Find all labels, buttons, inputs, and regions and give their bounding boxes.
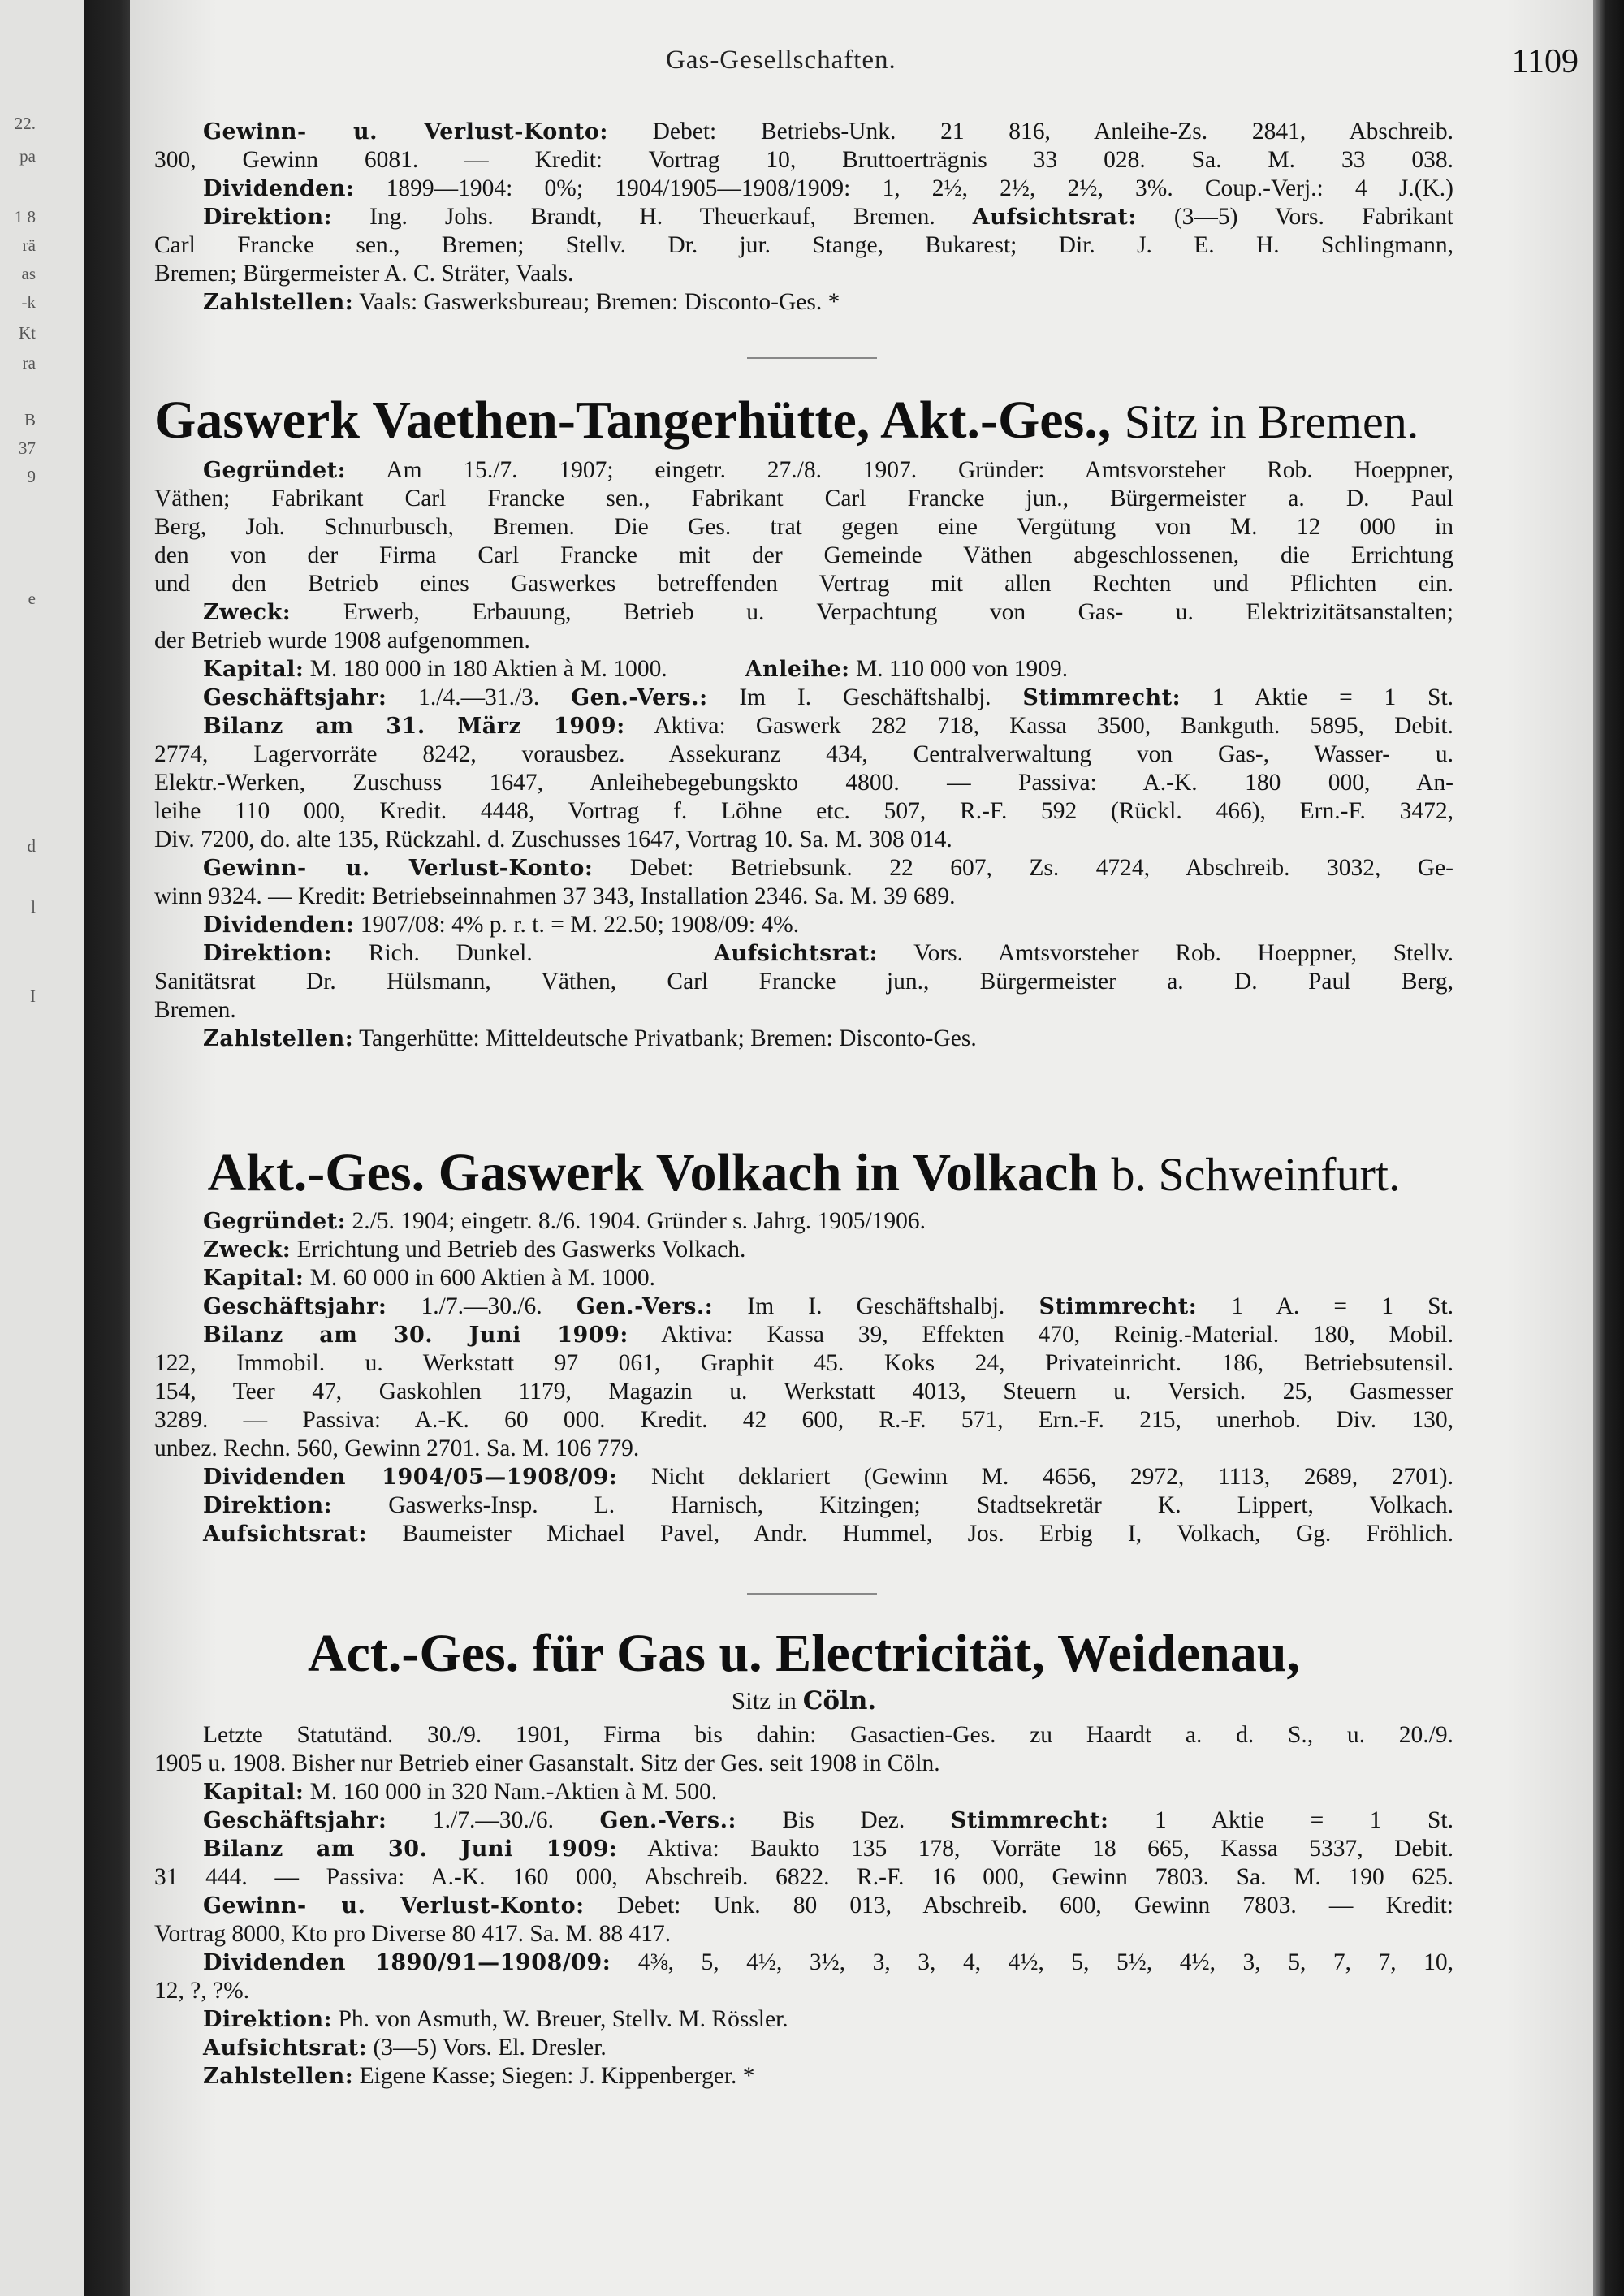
text-line: Dividenden 1904/05—1908/09: Nicht deklariert (Gewinn M. 4656, 2972, 1113, 2689, 2701).: [203, 1464, 1453, 1490]
margin-fragment: l: [31, 897, 36, 917]
text-line: Div. 7200, do. alte 135, Rückzahl. d. Zuschusses 1647, Vortrag 10. Sa. M. 308 014.: [154, 826, 952, 852]
text-line: Dividenden: 1907/08: 4% p. r. t. = M. 22.50; 1908/09: 4%.: [203, 912, 800, 938]
page-right-edge: [1593, 0, 1624, 2296]
field-label: Gewinn- u. Verlust-Konto:: [203, 856, 594, 881]
text-line: Zahlstellen: Tangerhütte: Mitteldeutsche Privatbank; Bremen: Disconto-Ges.: [203, 1025, 977, 1051]
text-line: 1905 u. 1908. Bisher nur Betrieb einer Gasanstalt. Sitz der Ges. seit 1908 in Cöln.: [154, 1750, 940, 1776]
text-line: Dividenden: 1899—1904: 0%; 1904/1905—1908/1909: 1, 2½, 2½, 2½, 3%. Coup.-Verj.: 4 J.(K.): [203, 175, 1453, 201]
field-label: Zahlstellen:: [203, 1026, 354, 1051]
company-heading: Gaswerk Vaethen-Tangerhütte, Akt.-Ges., Sitz in Bremen.: [154, 391, 1419, 450]
text-line: Kapital: M. 180 000 in 180 Aktien à M. 1000. Anleihe: M. 110 000 von 1909.: [203, 656, 1069, 682]
text-line: Gegründet: Am 15./7. 1907; eingetr. 27./8. 1907. Gründer: Amtsvorsteher Rob. Hoeppner,: [203, 457, 1453, 483]
text-line: Aufsichtsrat: (3—5) Vors. El. Dresler.: [203, 2035, 607, 2061]
text-line: Direktion: Gaswerks-Insp. L. Harnisch, Kitzingen; Stadtsekretär K. Lippert, Volkach.: [203, 1492, 1453, 1518]
text-line: Zweck: Erwerb, Erbauung, Betrieb u. Verpachtung von Gas- u. Elektrizitätsanstalten;: [203, 599, 1453, 625]
running-title: Gas-Gesellschaften.: [666, 45, 896, 75]
text-line: Sanitätsrat Dr. Hülsmann, Väthen, Carl Francke jun., Bürgermeister a. D. Paul Berg,: [154, 969, 1453, 995]
text-line: Kapital: M. 160 000 in 320 Nam.-Aktien à M. 500.: [203, 1779, 718, 1805]
field-label: Aufsichtsrat:: [713, 941, 878, 966]
text-line: und den Betrieb eines Gaswerkes betreffenden Vertrag mit allen Rechten und Pflichten ein.: [154, 571, 1453, 597]
text-line: Dividenden 1890/91—1908/09: 4⅜, 5, 4½, 3½, 3, 3, 4, 4½, 5, 5½, 4½, 3, 5, 7, 7, 10,: [203, 1949, 1453, 1975]
field-label: Gen.-Vers.:: [571, 685, 708, 710]
margin-fragment: I: [30, 986, 36, 1006]
book-page: [130, 0, 1593, 2296]
field-label: Gen.-Vers.:: [599, 1808, 736, 1833]
field-label: Stimmrecht:: [950, 1808, 1109, 1833]
text-line: Bilanz am 30. Juni 1909: Aktiva: Baukto 135 178, Vorräte 18 665, Kassa 5337, Debit.: [203, 1836, 1453, 1862]
field-label: Geschäftsjahr:: [203, 1808, 387, 1833]
entry-continued: [154, 118, 1453, 317]
running-head: [130, 45, 1593, 86]
field-label: Direktion:: [203, 205, 333, 230]
text-line: Letzte Statutänd. 30./9. 1901, Firma bis dahin: Gasactien-Ges. zu Haardt a. d. S., u. 20./9.: [203, 1722, 1453, 1748]
field-label: Zahlstellen:: [203, 290, 354, 315]
margin-fragment: B: [24, 410, 36, 429]
text-line: Bremen; Bürgermeister A. C. Sträter, Vaals.: [154, 261, 574, 287]
field-label: Kapital:: [203, 1780, 304, 1805]
margin-fragment: 9: [27, 467, 36, 486]
margin-fragment: pa: [19, 146, 36, 166]
field-label: Zahlstellen:: [203, 2064, 354, 2089]
field-label: Direktion:: [203, 2007, 333, 2032]
text-line: der Betrieb wurde 1908 aufgenommen.: [154, 628, 530, 654]
text-line: Bilanz am 30. Juni 1909: Aktiva: Kassa 39, Effekten 470, Reinig.-Material. 180, Mobil.: [203, 1322, 1453, 1348]
entry-weidenau: [154, 1621, 1453, 1716]
field-label: Gewinn- u. Verlust-Konto:: [203, 1893, 585, 1918]
margin-fragment: e: [28, 589, 36, 608]
text-line: 122, Immobil. u. Werkstatt 97 061, Graphit 45. Koks 24, Privateinricht. 186, Betriebsutensil.: [154, 1350, 1453, 1376]
text-line: Direktion: Rich. Dunkel. Aufsichtsrat: Vors. Amtsvorsteher Rob. Hoeppner, Stellv.: [203, 940, 1453, 966]
text-line: Geschäftsjahr: 1./7.—30./6. Gen.-Vers.: Bis Dez. Stimmrecht: 1 Aktie = 1 St.: [203, 1807, 1453, 1833]
text-line: Gewinn- u. Verlust-Konto: Debet: Betriebsunk. 22 607, Zs. 4724, Abschreib. 3032, Ge-: [203, 855, 1453, 881]
margin-fragment: 22.: [14, 114, 36, 133]
text-line: Zweck: Errichtung und Betrieb des Gaswerks Volkach.: [203, 1236, 746, 1262]
field-label: Zweck:: [203, 600, 292, 625]
field-label: Zweck:: [203, 1237, 292, 1262]
text-line: Zahlstellen: Vaals: Gaswerksbureau; Bremen: Disconto-Ges. *: [203, 289, 840, 315]
field-label: Gegründet:: [203, 458, 347, 483]
field-label: Direktion:: [203, 941, 333, 966]
field-label: Kapital:: [203, 657, 304, 682]
divider: [747, 1593, 877, 1595]
text-line: Gegründet: 2./5. 1904; eingetr. 8./6. 1904. Gründer s. Jahrg. 1905/1906.: [203, 1208, 926, 1234]
field-label: Direktion:: [203, 1493, 333, 1518]
margin-fragment: 1 8: [14, 207, 36, 227]
entry-gaswerk-volkach-body: [154, 1207, 1453, 1548]
margin-fragment: ra: [22, 353, 36, 373]
margin-fragment: rä: [22, 235, 36, 255]
text-line: 3289. — Passiva: A.-K. 60 000. Kredit. 42 600, R.-F. 571, Ern.-F. 215, unerhob. Div. 130,: [154, 1407, 1453, 1433]
text-line: Väthen; Fabrikant Carl Francke sen., Fabrikant Carl Francke jun., Bürgermeister a. D. Paul: [154, 486, 1453, 511]
text-line: Bremen.: [154, 997, 236, 1023]
page-number: 1109: [1511, 43, 1579, 80]
text-line: Direktion: Ph. von Asmuth, W. Breuer, Stellv. M. Rössler.: [203, 2006, 788, 2032]
text-line: 2774, Lagervorräte 8242, vorausbez. Assekuranz 434, Centralverwaltung von Gas-, Wasser- u.: [154, 741, 1453, 767]
field-label: Gen.-Vers.:: [576, 1294, 714, 1319]
text-line: 154, Teer 47, Gaskohlen 1179, Magazin u. Werkstatt 4013, Steuern u. Versich. 25, Gasmesser: [154, 1379, 1453, 1405]
text-line: Kapital: M. 60 000 in 600 Aktien à M. 1000.: [203, 1265, 655, 1291]
margin-fragment: Kt: [19, 323, 36, 343]
text-line: Gewinn- u. Verlust-Konto: Debet: Unk. 80 013, Abschreib. 600, Gewinn 7803. — Kredit:: [203, 1892, 1453, 1918]
field-label: Kapital:: [203, 1266, 304, 1291]
field-label: Bilanz am 30. Juni 1909:: [203, 1323, 628, 1348]
field-label: Dividenden 1890/91—1908/09:: [203, 1950, 611, 1975]
entry-gaswerk-volkach: [154, 1141, 1453, 1207]
company-seat: Sitz in Cöln.: [731, 1686, 877, 1716]
field-label: Stimmrecht:: [1039, 1294, 1198, 1319]
field-label: Dividenden:: [203, 913, 355, 938]
text-line: Vortrag 8000, Kto pro Diverse 80 417. Sa. M. 88 417.: [154, 1921, 672, 1947]
field-label: Aufsichtsrat:: [203, 2035, 368, 2061]
divider: [747, 357, 877, 359]
text-line: 12, ?, ?%.: [154, 1978, 250, 2004]
field-label: Anleihe:: [745, 657, 850, 682]
field-label: Bilanz am 31. März 1909:: [203, 714, 625, 739]
text-line: Aufsichtsrat: Baumeister Michael Pavel, Andr. Hummel, Jos. Erbig I, Volkach, Gg. Fröhlich.: [203, 1521, 1453, 1547]
text-line: Geschäftsjahr: 1./7.—30./6. Gen.-Vers.: Im I. Geschäftshalbj. Stimmrecht: 1 A. = 1 St.: [203, 1293, 1453, 1319]
entry-gaswerk-vaethen-body: [154, 456, 1453, 1053]
field-label: Dividenden:: [203, 176, 355, 201]
field-label: Gewinn- u. Verlust-Konto:: [203, 119, 608, 145]
text-line: unbez. Rechn. 560, Gewinn 2701. Sa. M. 106 779.: [154, 1435, 640, 1461]
text-line: Carl Francke sen., Bremen; Stellv. Dr. jur. Stange, Bukarest; Dir. J. E. H. Schlingmann,: [154, 232, 1453, 258]
text-line: Geschäftsjahr: 1./4.—31./3. Gen.-Vers.: Im I. Geschäftshalbj. Stimmrecht: 1 Aktie = 1 St.: [203, 684, 1453, 710]
field-label: Dividenden 1904/05—1908/09:: [203, 1465, 618, 1490]
margin-fragment: d: [27, 836, 36, 856]
field-label: Aufsichtsrat:: [203, 1521, 368, 1547]
text-line: 31 444. — Passiva: A.-K. 160 000, Abschreib. 6822. R.-F. 16 000, Gewinn 7803. Sa. M. 190 625.: [154, 1864, 1453, 1890]
company-heading: Act.-Ges. für Gas u. Electricität, Weidenau,: [307, 1624, 1301, 1683]
text-line: winn 9324. — Kredit: Betriebseinnahmen 37 343, Installation 2346. Sa. M. 39 689.: [154, 883, 956, 909]
text-line: Elektr.-Werken, Zuschuss 1647, Anleihebegebungskto 4800. — Passiva: A.-K. 180 000, An-: [154, 770, 1453, 796]
text-line: Zahlstellen: Eigene Kasse; Siegen: J. Kippenberger. *: [203, 2063, 755, 2089]
field-label: Geschäftsjahr:: [203, 1294, 387, 1319]
previous-page-edge: [0, 0, 84, 2296]
field-label: Gegründet:: [203, 1209, 347, 1234]
margin-fragment: -k: [21, 292, 36, 312]
text-line: Direktion: Ing. Johs. Brandt, H. Theuerkauf, Bremen. Aufsichtsrat: (3—5) Vors. Fabrikant: [203, 204, 1453, 230]
margin-fragment: 37: [19, 438, 36, 458]
field-label: Stimmrecht:: [1022, 685, 1181, 710]
text-line: Gewinn- u. Verlust-Konto: Debet: Betriebs-Unk. 21 816, Anleihe-Zs. 2841, Abschreib.: [203, 119, 1453, 145]
entry-gaswerk-vaethen: [154, 388, 1453, 455]
company-heading: Akt.-Ges. Gaswerk Volkach in Volkach b. Schweinfurt.: [207, 1143, 1401, 1202]
text-line: leihe 110 000, Kredit. 4448, Vortrag f. Löhne etc. 507, R.-F. 592 (Rückl. 466), Ern.-F. 3472,: [154, 798, 1453, 824]
field-label: Bilanz am 30. Juni 1909:: [203, 1836, 618, 1862]
entry-weidenau-body: [154, 1721, 1453, 2091]
text-line: Berg, Joh. Schnurbusch, Bremen. Die Ges. trat gegen eine Vergütung von M. 12 000 in: [154, 514, 1453, 540]
text-line: Bilanz am 31. März 1909: Aktiva: Gaswerk 282 718, Kassa 3500, Bankguth. 5895, Debit.: [203, 713, 1453, 739]
margin-fragment: as: [21, 264, 36, 283]
field-label: Geschäftsjahr:: [203, 685, 387, 710]
book-gutter: [84, 0, 135, 2296]
text-line: den von der Firma Carl Francke mit der Gemeinde Väthen abgeschlossenen, die Errichtung: [154, 542, 1453, 568]
text-line: 300, Gewinn 6081. — Kredit: Vortrag 10, Bruttoerträgnis 33 028. Sa. M. 33 038.: [154, 147, 1453, 173]
field-label: Aufsichtsrat:: [972, 205, 1137, 230]
